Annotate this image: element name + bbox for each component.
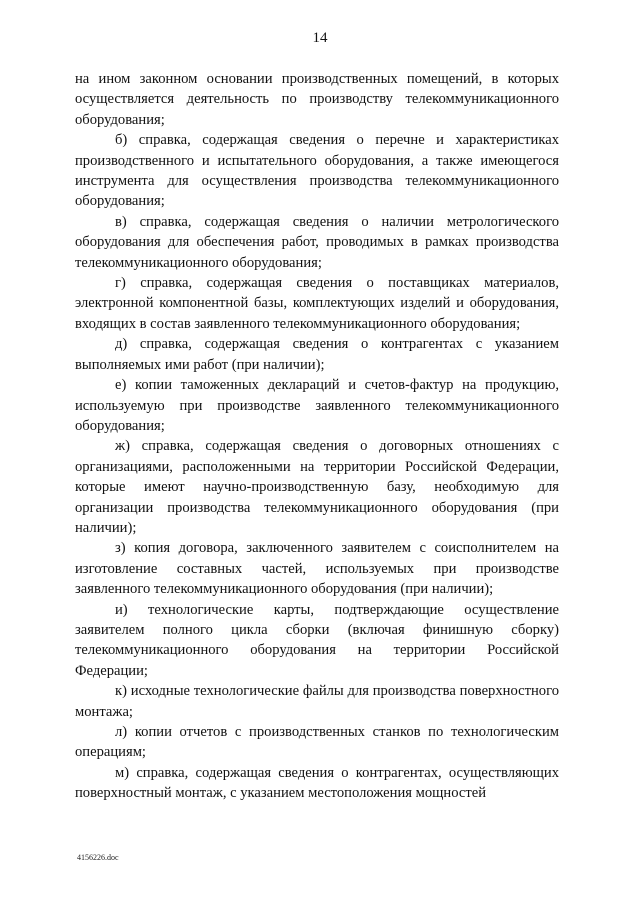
paragraph-item-l: л) копии отчетов с производственных станков по технологическим операциям;	[75, 724, 559, 761]
paragraph-item-d: д) справка, содержащая сведения о контрагентах с указанием выполняемых ими работ (при наличии);	[75, 336, 559, 373]
paragraph-item-b: б) справка, содержащая сведения о перечне и характеристиках производственного и испытательного оборудования, а также имеющегося инструмента для осуществления производства телекоммуникационного оборудования;	[75, 132, 559, 210]
footer-doc-code: 4156226.doc	[77, 853, 119, 862]
paragraph-item-zh: ж) справка, содержащая сведения о договорных отношениях с организациями, расположенными на территории Российской Федерации, которые имеют научно-производственную базу, необходимую для организации производства телекоммуникационного оборудования (при наличии);	[75, 438, 559, 536]
paragraph-item-g: г) справка, содержащая сведения о поставщиках материалов, электронной компонентной базы, комплектующих изделий и оборудования, входящих в состав заявленного телекоммуникационного оборудования;	[75, 275, 559, 332]
paragraph-item-k: к) исходные технологические файлы для производства поверхностного монтажа;	[75, 683, 559, 720]
paragraph-continuation: на ином законном основании производственных помещений, в которых осуществляется деятельность по производству телекоммуникационного оборудования;	[75, 71, 559, 128]
paragraph-item-z: з) копия договора, заключенного заявителем с соисполнителем на изготовление составных частей, используемых при производстве заявленного телекоммуникационного оборудования (при наличии);	[75, 540, 559, 598]
paragraph-item-e: е) копии таможенных деклараций и счетов-фактур на продукцию, используемую при производстве заявленного телекоммуникационного оборудования;	[75, 377, 559, 434]
page-number: 14	[312, 30, 328, 46]
paragraph-item-v: в) справка, содержащая сведения о наличии метрологического оборудования для обеспечения работ, проводимых в рамках производства телекоммуникационного оборудования;	[75, 213, 559, 271]
paragraph-item-m: м) справка, содержащая сведения о контрагентах, осуществляющих поверхностный монтаж, с указанием местоположения мощностей	[75, 764, 559, 802]
document-body	[75, 69, 559, 804]
paragraph-item-i: и) технологические карты, подтверждающие осуществление заявителем полного цикла сборки (включая финишную сборку) телекоммуникационного оборудования на территории Российской Федерации;	[75, 601, 559, 679]
